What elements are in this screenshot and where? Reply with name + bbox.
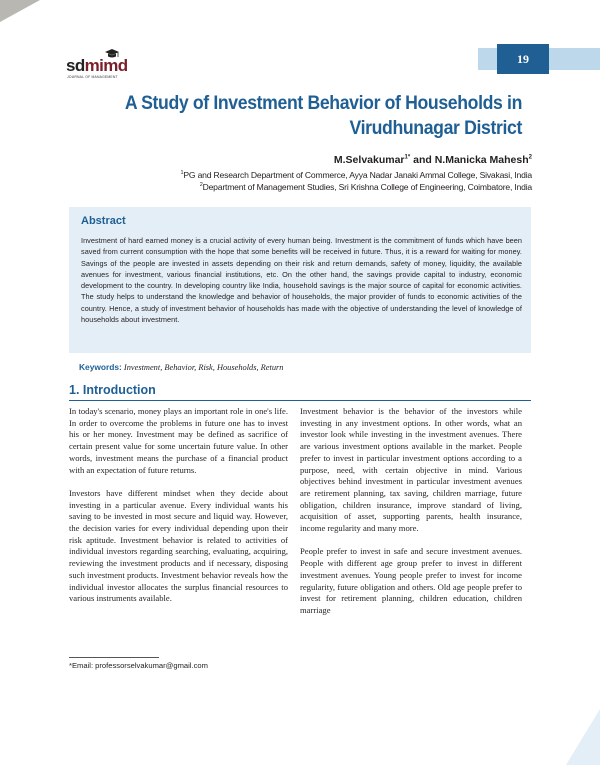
affiliation-2-text: Department of Management Studies, Sri Krishna College of Engineering, Coimbatore, India	[202, 182, 532, 192]
author-2-name: N.Manicka Mahesh	[434, 154, 529, 166]
journal-logo	[66, 48, 136, 82]
author-2-mark: 2	[528, 154, 532, 161]
author-1-name: M.Selvakumar	[333, 154, 405, 166]
keywords-list: Investment, Behavior, Risk, Households, Return	[123, 363, 284, 372]
article-title	[92, 91, 522, 141]
body-paragraph: Investors have different mindset when they decide about investing in a particular avenue. Every individual wants his saving to be invested in most secure and liquid way. However, the decision varies for every individual depending upon their risk aptitude. Investment behavior is related to activities of individual investors regarding searching, evaluating, acquiring, reviewing the investment products and if necessary, disposing such investment products. Investment behavior reveals how the individual investor allocates the surplus financial resources to various instruments available.	[69, 487, 288, 604]
title-line-2: Virudhunagar District	[349, 118, 522, 139]
body-paragraph: Investment behavior is the behavior of the investors while investing in any investment options. In other words, what an investor look while investing in the investment avenues. There are various investment options available in the market. People prefer to invest in particular investment options according to a purpose, need, with certain objective in mind. Various objectives behind investment in particular investment avenues are retirement planning, tax saving, children marriage, future obligation, children insurance, improve standard of living, acquisition of asset, supporting parents, health insurance, income regularity and many more.	[300, 406, 522, 534]
affiliation-2	[200, 182, 532, 192]
author-1-mark: 1*	[404, 154, 411, 161]
authors-conjunction: and	[410, 154, 435, 166]
section-heading-introduction: 1. Introduction	[69, 383, 156, 397]
keywords-label: Keywords:	[79, 362, 122, 372]
logo-wordmark-sd: sd	[66, 56, 85, 75]
page-corner-bottom-right	[566, 709, 600, 765]
affiliation-1	[181, 170, 532, 180]
affiliation-2-mark: 2	[199, 182, 203, 189]
logo-wordmark	[66, 57, 128, 75]
abstract-heading: Abstract	[81, 215, 126, 227]
body-column-left	[69, 406, 288, 617]
logo-subtitle: JOURNAL OF MANAGEMENT	[67, 75, 118, 79]
keywords	[79, 362, 283, 372]
footnote-divider	[69, 657, 159, 658]
section-divider	[69, 400, 531, 401]
affiliation-1-text: PG and Research Department of Commerce, Ayya Nadar Janaki Ammal College, Sivakasi, India	[183, 170, 532, 180]
title-line-1: A Study of Investment Behavior of Households in	[124, 93, 522, 114]
abstract-text: Investment of hard earned money is a crucial activity of every human being. Investment is the commitment of funds which have been saved from current consumption with the hope that some benefits will be received in future. Thus, it is a reward for waiting for money. Savings of the people are invested in assets depending on their risk and return demands, safety of money, liquidity, the available avenues for investment, various financial institutions, etc. On the other hand, the savings provide capital to industry, economic development to the country. In developing country like India, household savings is the major source of capital for economic activities. The study helps to understand the knowledge and behavior of households, the major provider of funds to economic activities of the country. Hence, a study of investment behavior of households has made with the objective of understanding the level of knowledge of households about investment.	[81, 236, 522, 325]
body-column-right	[300, 406, 522, 628]
page-corner-top-left	[0, 0, 40, 22]
body-paragraph: People prefer to invest in safe and secure investment avenues. People with different age group prefer to invest in different investment avenues. Young people prefer to invest for income regularity, future obligation and others. Old age people prefer to invest for retirement planning, children education, children marriage	[300, 546, 522, 615]
page-number: 19	[497, 44, 549, 74]
logo-wordmark-mimd: mimd	[84, 56, 128, 75]
affiliation-1-mark: 1	[180, 170, 184, 177]
author-list	[334, 154, 532, 166]
body-paragraph: In today's scenario, money plays an important role in one's life. In order to overcome the problems in future one has to invest his or her money. Investment may be defined as sacrifice of certain present value for some uncertain future value. In other words, investment means the purchase of a financial product with an expectation of future returns.	[69, 406, 288, 475]
footnote-email: *Email: professorselvakumar@gmail.com	[69, 661, 208, 670]
